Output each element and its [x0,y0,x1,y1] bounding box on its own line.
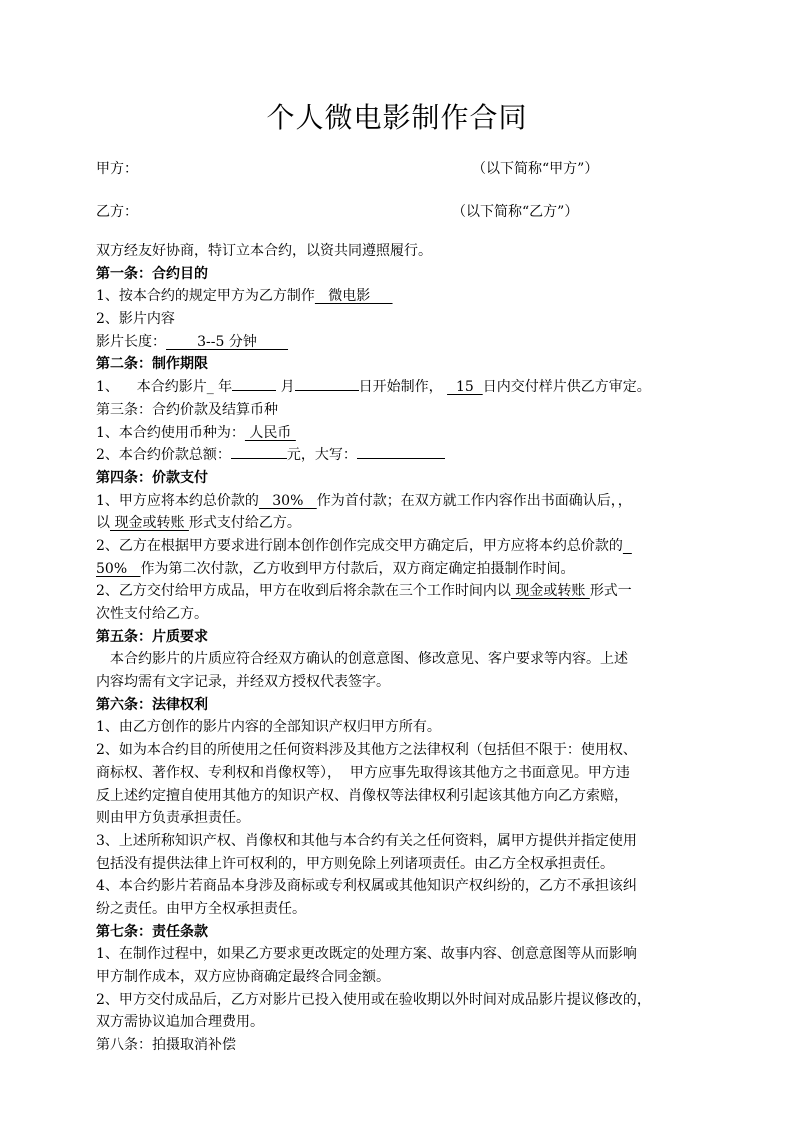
article1-product-value: 微电影 [314,288,393,305]
article1-item1-text: 1、按本合约的规定甲方为乙方制作 [96,288,315,305]
article6-item2-line2: 商标权、著作权、专利权和肖像权等）， 甲方应事先取得该其他方之书面意见。甲方违 [96,764,630,781]
article1-length [96,331,736,354]
party-a-line [96,158,736,180]
article4-item3-text-b: 形式一 [589,583,632,600]
article4-item3-line2: 次性支付给乙方。 [96,606,208,622]
article4-item1-line1 [96,490,736,513]
contract-body [96,240,736,1057]
article7-item2-line1: 2、甲方交付成品后，乙方对影片已投入使用或在验收期以外时间对成品影片提议修改的， [96,991,651,1008]
article2-text-4: 日内交付样片供乙方审定。 [482,379,651,396]
article7-item1-line2: 甲方制作成本，双方应协商确定最终合同金额。 [96,969,390,985]
party-a-note: （以下简称“甲方”） [472,161,599,177]
article6-item2-line1: 2、如为本合约目的所使用之任何资料涉及其他方之法律权利（包括但不限于：使用权、 [96,742,637,759]
currency-label: 1、本合约使用币种为： [96,424,245,441]
article2-item1 [96,376,736,399]
first-payment-method: 现金或转账 [110,515,189,532]
party-a-label: 甲方： [96,161,138,177]
article2-text-2: 月 [280,379,295,396]
article2-text-3: 日开始制作， [358,379,443,396]
article6-item2-line3: 反上述约定擅自使用其他方的知识产权、肖像权等法律权利引起该其他方向乙方索赔， [96,787,628,804]
article4-item1-text-c: 以 [96,515,110,532]
page-title: 个人微电影制作合同 [266,101,528,134]
article5-text-line1: 本合约影片的片质应符合经双方确认的创意意图、修改意见、客户要求等内容。上述 [110,651,628,668]
total-price-blank [231,444,287,459]
final-payment-method: 现金或转账 [510,583,590,600]
article6-item2-line4: 则由甲方负责承担责任。 [96,810,250,827]
article6-item4-line2: 纷之责任。由甲方全权承担责任。 [96,900,306,917]
article7-item1-line1: 1、在制作过程中，如果乙方要求更改既定的处理方案、故事内容、创意意图等从而影响 [96,946,637,963]
second-payment-lead [623,538,632,554]
article7-heading: 第七条：责任条款 [96,923,208,940]
article7-item2-line2: 双方需协议追加合理费用。 [96,1014,264,1031]
article5-text-line2: 内容均需有文字记录，并经双方授权代表签字。 [96,674,390,691]
party-b-line [96,201,736,223]
article4-item2-text-b: 作为第二次付款，乙方收到甲方付款后，双方商定确定拍摄制作时间。 [140,560,575,577]
article6-item4-line1: 4、本合约影片若商品本身涉及商标或专利权属或其他知识产权纠纷的，乙方不承担该纠 [96,878,637,895]
total-price-label: 2、本合约价款总额： [96,447,231,464]
party-b-note: （以下简称“乙方”） [452,204,579,220]
article5-heading: 第五条：片质要求 [96,628,208,645]
day-blank [295,376,359,391]
second-payment-percent: 50% [96,560,141,577]
first-payment-percent: 30% [258,492,317,509]
article6-item1: 1、由乙方创作的影片内容的全部知识产权归甲方所有。 [96,719,441,736]
article4-item3-line1 [96,580,736,603]
article4-item1-text-d: 形式支付给乙方。 [188,515,301,532]
delivery-days-value: 15 [447,379,483,396]
intro-text: 双方经友好协商，特订立本合约，以资共同遵照履行。 [96,243,432,259]
capital-amount-blank [357,444,445,459]
article6-item3-line2: 包括没有提供法律上许可权利的，甲方则免除上列诸项责任。由乙方全权承担责任。 [96,855,614,872]
party-b-label: 乙方： [96,204,138,220]
article1-item2: 2、影片内容 [96,311,175,328]
article2-heading: 第二条：制作期限 [96,356,208,373]
article4-item3-text-a: 2、乙方交付给甲方成品，甲方在收到后将余款在三个工作时间内以 [96,583,511,600]
article3-item2 [96,444,736,467]
article6-item3-line1: 3、上述所称知识产权、肖像权和其他与本合约有关之任何资料，属甲方提供并指定使用 [96,832,637,849]
currency-value: 人民币 [244,424,296,441]
length-label: 影片长度： [96,333,166,350]
article4-item1-text-b: 作为首付款；在双方就工作内容作出书面确认后，， [316,492,632,509]
article4-item1-text-a: 1、甲方应将本约总价款的 [96,492,259,509]
article4-item2-line1 [96,535,736,558]
article4-item2-text-a: 2、乙方在根据甲方要求进行剧本创作创作完成交甲方确定后，甲方应将本约总价款的 [96,537,623,554]
article4-item1-line2 [96,512,736,535]
capital-amount-label: 元，大写： [286,447,357,464]
month-blank [232,376,276,391]
article2-text-1: 1、 本合约影片_ 年 [96,379,233,396]
length-value: 3--5 分钟 [166,333,289,350]
article4-item2-line2 [96,558,736,581]
article8-heading: 第八条：拍摄取消补偿 [96,1037,236,1054]
article3-heading: 第三条：合约价款及结算币种 [96,401,278,418]
article1-item1 [96,285,736,308]
article6-heading: 第六条：法律权利 [96,696,208,713]
article4-heading: 第四条：价款支付 [96,469,208,486]
article1-heading: 第一条：合约目的 [96,265,208,282]
article3-item1 [96,422,736,445]
